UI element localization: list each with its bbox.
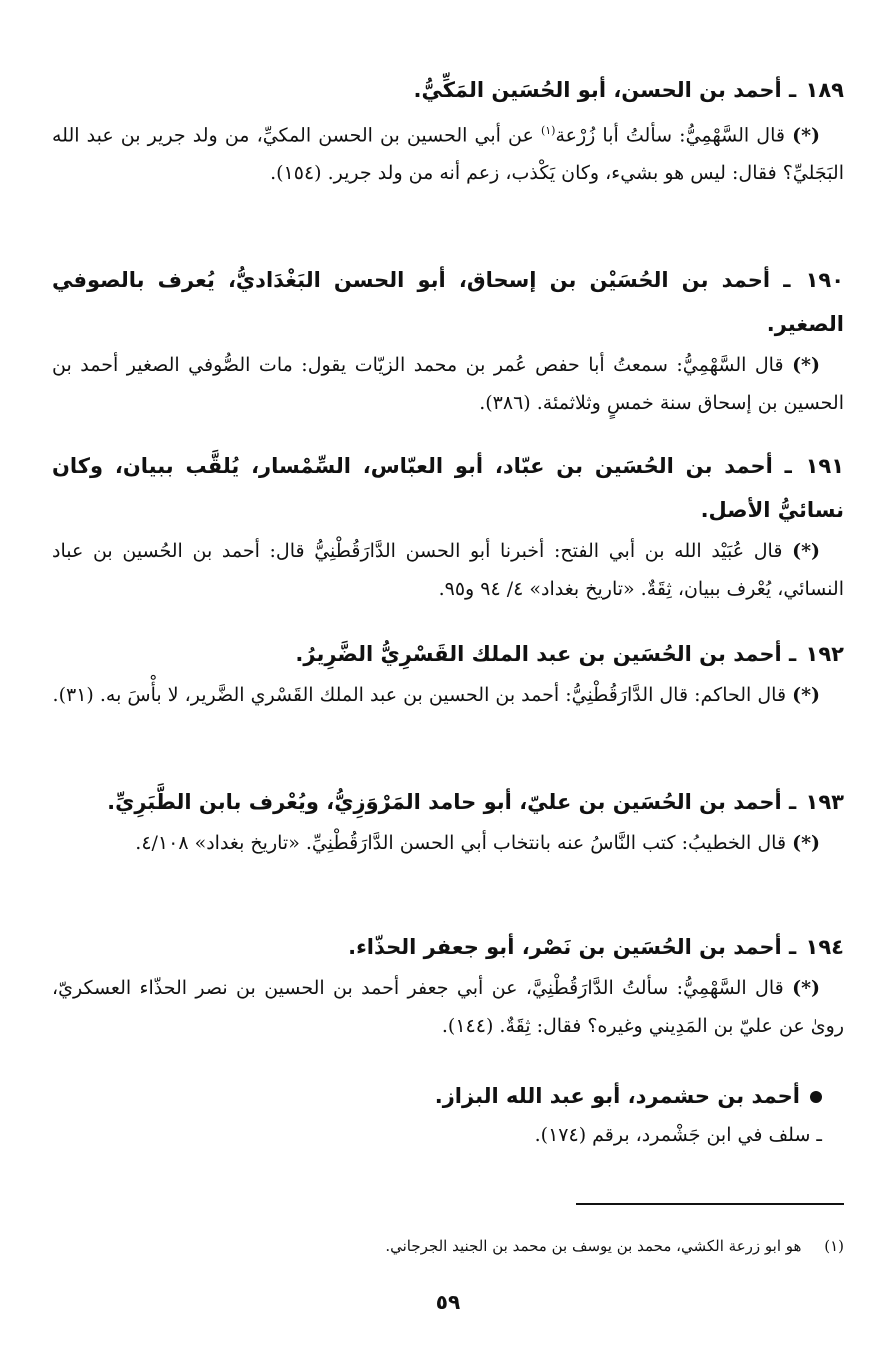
entry-193 — [52, 780, 844, 862]
entry-number: ١٩٢ — [805, 642, 844, 666]
footnote-separator — [576, 1203, 844, 1205]
footnote-reference[interactable]: (١) — [540, 124, 556, 137]
entry-heading — [52, 925, 844, 969]
entry-text: قال السَّهْمِيُّ: سألتُ الدَّارَقُطْنِيَّ، عن أبي جعفر أحمد بن الحسين بن نصر الحذّاء العسكريّ، روىٰ عن عليّ بن المَدِيني وغيره؟ فقال: ثِقَةٌ. (١٤٤). — [52, 977, 844, 1037]
entry-194 — [52, 925, 844, 1045]
entry-body — [52, 824, 844, 862]
entry-190 — [52, 258, 844, 422]
entry-number: ١٩١ — [805, 454, 845, 478]
entry-title: ـ أحمد بن الحُسَيْن بن إسحاق، أبو الحسن البَغْدَاديُّ، يُعرف بالصوفي الصغير. — [52, 268, 844, 336]
cross-reference-note: ـ سلف في ابن جَشْمرد، برقم (١٧٤). — [534, 1124, 822, 1146]
entry-number: ١٩٠ — [805, 268, 845, 292]
entry-title: ـ أحمد بن الحُسَين بن عليّ، أبو حامد المَرْوَزِيُّ، ويُعْرف بابن الطَّبَرِيِّ. — [107, 790, 797, 814]
entry-text-part1: قال السَّهْمِيُّ: سألتُ أبا زُرْعة — [555, 124, 785, 147]
entry-body — [52, 532, 844, 608]
entry-text: قال عُبَيْد الله بن أبي الفتح: أخبرنا أبو الحسن الدَّارَقُطْنِيُّ قال: أحمد بن الحُسين بن عباد النسائي، يُعْرف ببيان، ثِقَةٌ. «تاريخ بغداد» ٤/ ٩٤ و٩٥. — [52, 540, 844, 600]
entry-title: ـ أحمد بن الحُسَين بن عبّاد، أبو العبّاس، السِّمْسار، يُلقَّب ببيان، وكان نسائيُّ الأصل. — [52, 454, 844, 522]
entry-text: قال الخطيبُ: كتب النَّاسُ عنه بانتخاب أبي الحسن الدَّارَقُطْنِيِّ. «تاريخ بغداد» ٤/١٠٨. — [135, 832, 787, 854]
footnote — [52, 1232, 844, 1260]
entry-191 — [52, 444, 844, 608]
entry-body — [52, 112, 844, 192]
entry-text-part2: عن أبي الحسين بن الحسن المكيِّ، من ولد جرير بن عبد الله البَجَليِّ؟ فقال: ليس هو بشيء، وكان يَكْذب، زعم أنه من ولد جرير. (١٥٤). — [52, 124, 844, 185]
entry-189 — [52, 68, 844, 192]
footnote-text: هو ابو زرعة الكشي، محمد بن يوسف بن محمد بن الجنيد الجرجاني. — [385, 1237, 802, 1255]
entry-title: ـ أحمد بن الحسن، أبو الحُسَين المَكِّيُّ. — [413, 78, 797, 102]
entry-text: قال السَّهْمِيُّ: سمعتُ أبا حفص عُمر بن محمد الزيّات يقول: مات الصُّوفي الصغير أحمد بن الحسين بن إسحاق سنة خمسٍ وثلاثمئة. (٣٨٦). — [52, 354, 844, 414]
entry-heading — [52, 632, 844, 676]
entry-title: ـ أحمد بن الحُسَين بن عبد الملك القَسْرِيُّ الضَّرِيرُ. — [295, 642, 797, 666]
star-marker: (*) — [792, 684, 820, 706]
bullet-heading — [52, 1076, 844, 1116]
bullet-title: أحمد بن حشمرد، أبو عبد الله البزاز. — [434, 1084, 800, 1108]
star-marker: (*) — [792, 124, 820, 147]
entry-number: ١٨٩ — [805, 78, 844, 102]
entry-heading — [52, 68, 844, 112]
entry-number: ١٩٤ — [805, 935, 844, 959]
entry-text: قال الحاكم: قال الدَّارَقُطْنِيُّ: أحمد بن الحسين بن عبد الملك القَسْري الضَّرير، لا بأْسَ به. (٣١). — [52, 684, 787, 706]
entry-body — [52, 346, 844, 422]
footnote-number: (١) — [824, 1237, 844, 1255]
entry-body — [52, 676, 844, 714]
page-number: ٥٩ — [435, 1290, 461, 1314]
star-marker: (*) — [792, 354, 820, 376]
entry-heading — [52, 780, 844, 824]
entry-body — [52, 969, 844, 1045]
entry-192 — [52, 632, 844, 714]
entry-heading — [52, 444, 844, 532]
star-marker: (*) — [792, 540, 820, 562]
bullet-icon — [810, 1091, 822, 1103]
entry-heading — [52, 258, 844, 346]
entry-title: ـ أحمد بن الحُسَين بن نَصْر، أبو جعفر الحذّاء. — [348, 935, 797, 959]
bullet-entry — [52, 1076, 844, 1154]
entry-number: ١٩٣ — [805, 790, 844, 814]
star-marker: (*) — [792, 832, 820, 854]
star-marker: (*) — [792, 977, 821, 999]
